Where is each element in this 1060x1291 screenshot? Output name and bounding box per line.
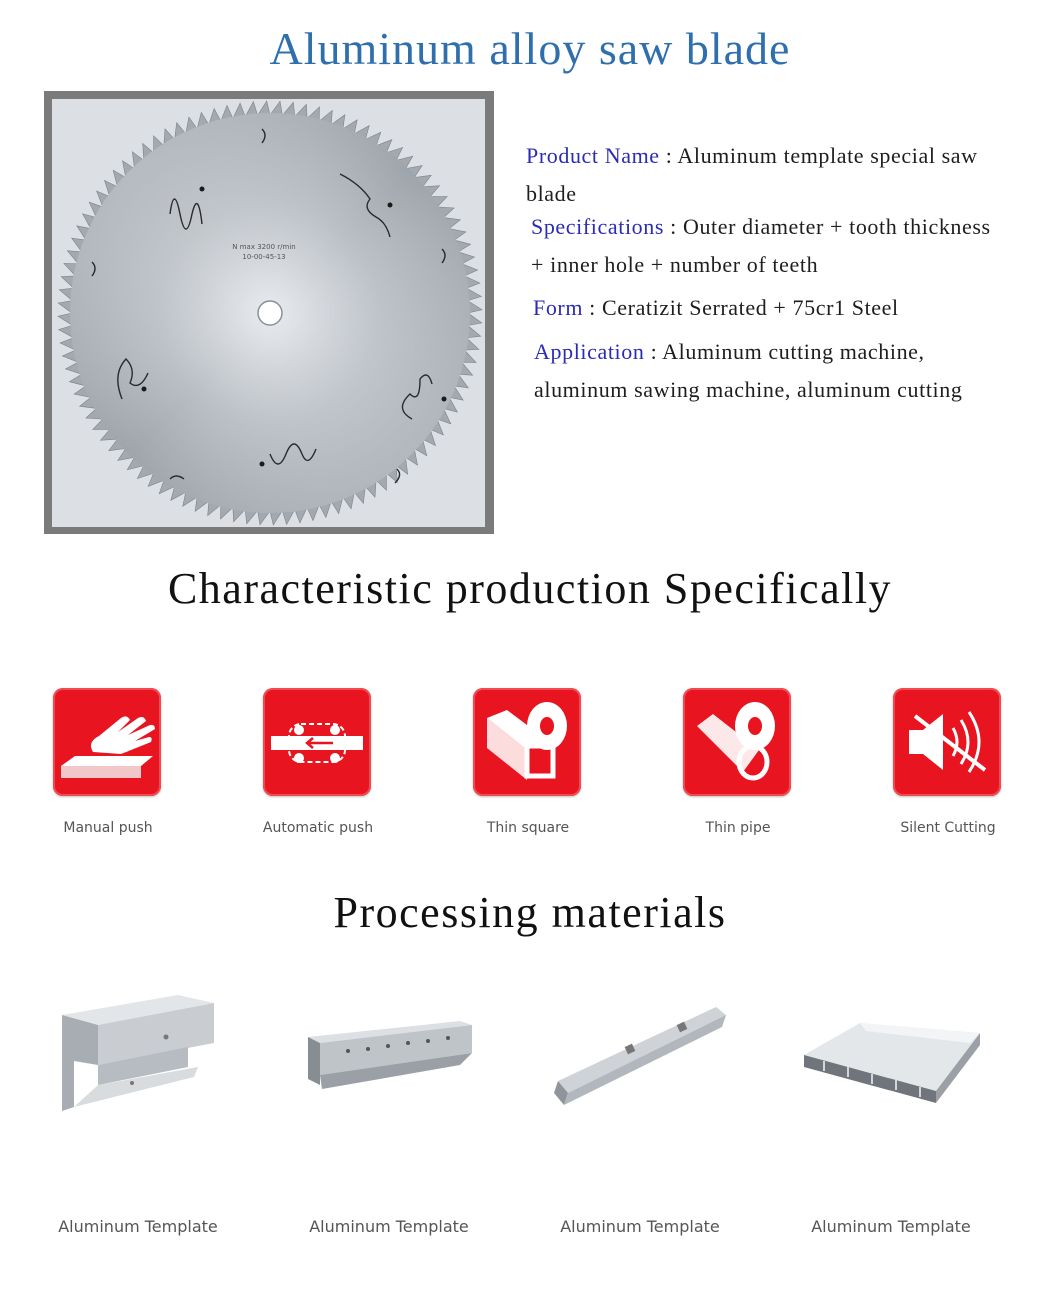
spec-value: Aluminum cutting machine, aluminum sawing machine, aluminum cutting (534, 339, 963, 402)
materials-heading: Processing materials (333, 888, 727, 937)
automatic-push-icon (263, 688, 371, 796)
spec-form: Form : Ceratizit Serrated + 75cr1 Steel (533, 295, 899, 320)
material-image-1 (48, 985, 228, 1125)
spec-product-name: Product Name : Aluminum template special saw blade (526, 143, 978, 206)
feature-silent-cutting (893, 688, 1003, 836)
aluminum-panel-icon (800, 985, 980, 1125)
spec-value: Ceratizit Serrated + 75cr1 Steel (602, 295, 899, 320)
blade-marking-line1: N max 3200 r/min (232, 243, 296, 251)
material-label-2: Aluminum Template (309, 1217, 469, 1236)
aluminum-profile-icon (48, 985, 228, 1125)
material-label-4: Aluminum Template (811, 1217, 971, 1236)
thin-pipe-icon (683, 688, 791, 796)
feature-manual-push (53, 688, 163, 836)
aluminum-rail-icon (550, 985, 730, 1125)
aluminum-channel-icon (300, 985, 480, 1125)
spec-specifications: Specifications : Outer diameter + tooth thickness + inner hole + number of teeth (531, 214, 991, 277)
thin-square-icon (473, 688, 581, 796)
saw-blade-image (44, 91, 494, 534)
manual-push-icon (53, 688, 161, 796)
spec-label: Product Name (526, 143, 660, 168)
material-label-3: Aluminum Template (560, 1217, 720, 1236)
feature-label: Thin square (486, 820, 570, 836)
feature-label: Thin pipe (705, 820, 771, 836)
silent-cutting-icon (893, 688, 1001, 796)
material-image-4 (800, 985, 980, 1125)
spec-application: Application : Aluminum cutting machine, aluminum sawing machine, aluminum cutting (534, 339, 963, 402)
characteristic-heading: Characteristic production Specifically (167, 564, 893, 613)
page-title: Aluminum alloy saw blade (269, 23, 791, 74)
feature-thin-square (473, 688, 583, 836)
feature-thin-pipe (683, 688, 793, 836)
feature-label: Silent Cutting (900, 820, 996, 836)
feature-label: Automatic push (262, 820, 374, 836)
arbor-hole (258, 301, 282, 325)
spec-label: Application (534, 339, 645, 364)
saw-blade-graphic (52, 99, 485, 527)
spec-value: Aluminum template special saw blade (526, 143, 978, 206)
material-image-3 (550, 985, 730, 1125)
feature-label: Manual push (63, 820, 153, 836)
spec-label: Form (533, 295, 584, 320)
feature-automatic-push (262, 688, 374, 836)
material-image-2 (300, 985, 480, 1125)
spec-value: Outer diameter + tooth thickness + inner hole + number of teeth (531, 214, 991, 277)
material-label-1: Aluminum Template (58, 1217, 218, 1236)
spec-label: Specifications (531, 214, 665, 239)
blade-marking-line2: 10-00-45-13 (242, 253, 286, 261)
